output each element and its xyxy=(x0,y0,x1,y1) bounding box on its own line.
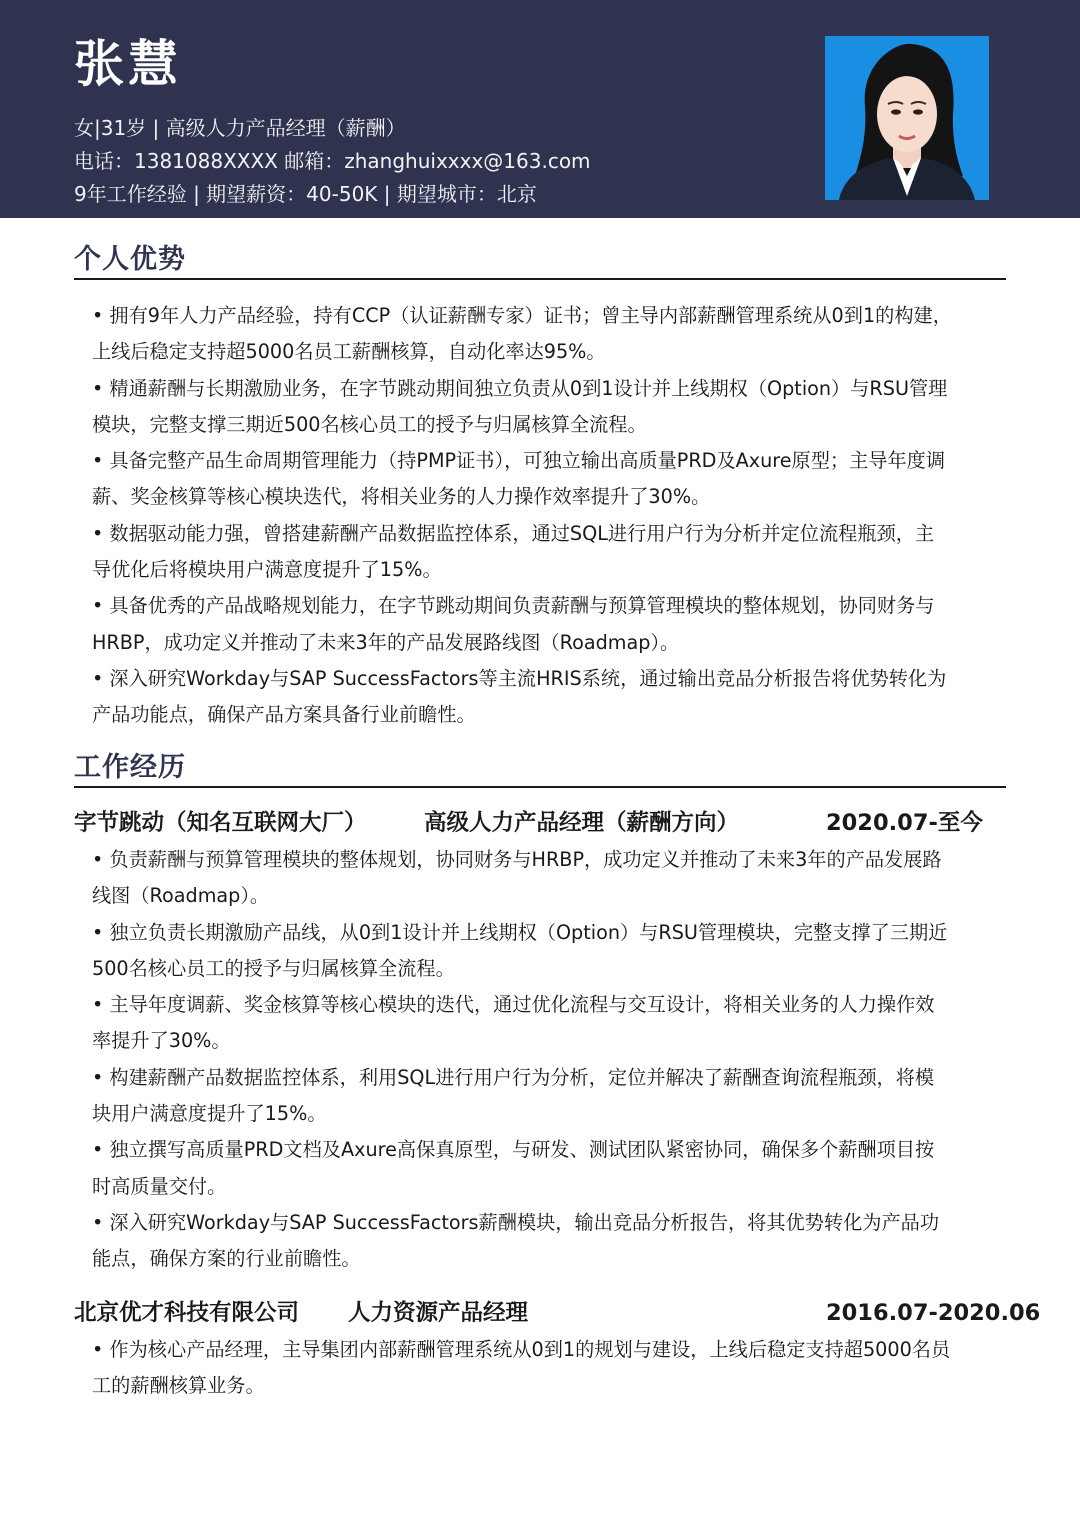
advantages-list xyxy=(92,298,952,734)
portrait-illustration xyxy=(825,36,989,200)
job-role: 高级人力产品经理（薪酬方向） xyxy=(424,810,740,836)
job-duties-list xyxy=(92,842,952,1278)
list-item: • 独立撰写高质量PRD文档及Axure高保真原型，与研发、测试团队紧密协同，确保多个薪酬项目按时高质量交付。 xyxy=(92,1138,935,1198)
list-item: • 负责薪酬与预算管理模块的整体规划，协同财务与HRBP，成功定义并推动了未来3年的产品发展路线图（Roadmap）。 xyxy=(92,848,942,908)
company-name: 北京优才科技有限公司 xyxy=(74,1300,300,1326)
job-period: 2016.07-2020.06 xyxy=(826,1300,1041,1326)
list-item: • 精通薪酬与长期激励业务，在字节跳动期间独立负责从0到1设计并上线期权（Option）与RSU管理模块，完整支撑三期近500名核心员工的授予与归属核算全流程。 xyxy=(92,376,948,436)
job-period: 2020.07-至今 xyxy=(826,810,983,836)
list-item: • 主导年度调薪、奖金核算等核心模块的迭代，通过优化流程与交互设计，将相关业务的人力操作效率提升了30%。 xyxy=(92,993,935,1053)
list-item: • 作为核心产品经理，主导集团内部薪酬管理系统从0到1的规划与建设，上线后稳定支持超5000名员工的薪酬核算业务。 xyxy=(92,1338,951,1398)
list-item: • 构建薪酬产品数据监控体系，利用SQL进行用户行为分析，定位并解决了薪酬查询流程瓶颈，将模块用户满意度提升了15%。 xyxy=(92,1065,935,1126)
job-header xyxy=(74,1296,299,1330)
company-name: 字节跳动（知名互联网大厂） xyxy=(74,810,367,836)
contact-info-line: 电话：1381088XXXX 邮箱：zhanghuixxxx@163.com xyxy=(74,149,591,173)
job-duties-list xyxy=(92,1332,952,1405)
basic-info-line: 女|31岁 | 高级人力产品经理（薪酬） xyxy=(74,116,406,140)
list-item: • 具备完整产品生命周期管理能力（持PMP证书），可独立输出高质量PRD及Axure原型；主导年度调薪、奖金核算等核心模块迭代，将相关业务的人力操作效率提升了30%。 xyxy=(92,449,946,509)
list-item: • 拥有9年人力产品经验，持有CCP（认证薪酬专家）证书；曾主导内部薪酬管理系统从0到1的构建，上线后稳定支持超5000名员工薪酬核算，自动化率达95%。 xyxy=(92,304,952,364)
list-item: • 具备优秀的产品战略规划能力，在字节跳动期间负责薪酬与预算管理模块的整体规划，协同财务与HRBP，成功定义并推动了未来3年的产品发展路线图（Roadmap）。 xyxy=(92,594,935,654)
list-item: • 数据驱动能力强，曾搭建薪酬产品数据监控体系，通过SQL进行用户行为分析并定位流程瓶颈，主导优化后将模块用户满意度提升了15%。 xyxy=(92,521,935,582)
candidate-name: 张慧 xyxy=(74,35,182,93)
section-title-advantages: 个人优势 xyxy=(74,244,186,275)
resume-header xyxy=(0,0,1080,218)
list-item: • 独立负责长期激励产品线，从0到1设计并上线期权（Option）与RSU管理模块，完整支撑了三期近500名核心员工的授予与归属核算全流程。 xyxy=(92,920,948,980)
section-title-experience: 工作经历 xyxy=(74,752,186,783)
expectation-info-line: 9年工作经验 | 期望薪资：40-50K | 期望城市：北京 xyxy=(74,182,537,206)
section-divider xyxy=(74,786,1006,788)
job-role: 人力资源产品经理 xyxy=(348,1300,529,1326)
list-item: • 深入研究Workday与SAP SuccessFactors等主流HRIS系统，通过输出竞品分析报告将优势转化为产品功能点，确保产品方案具备行业前瞻性。 xyxy=(92,666,947,727)
job-header xyxy=(74,806,367,840)
section-divider xyxy=(74,278,1006,280)
list-item: • 深入研究Workday与SAP SuccessFactors薪酬模块，输出竞品分析报告，将其优势转化为产品功能点，确保方案的行业前瞻性。 xyxy=(92,1210,940,1271)
profile-photo xyxy=(825,36,989,200)
